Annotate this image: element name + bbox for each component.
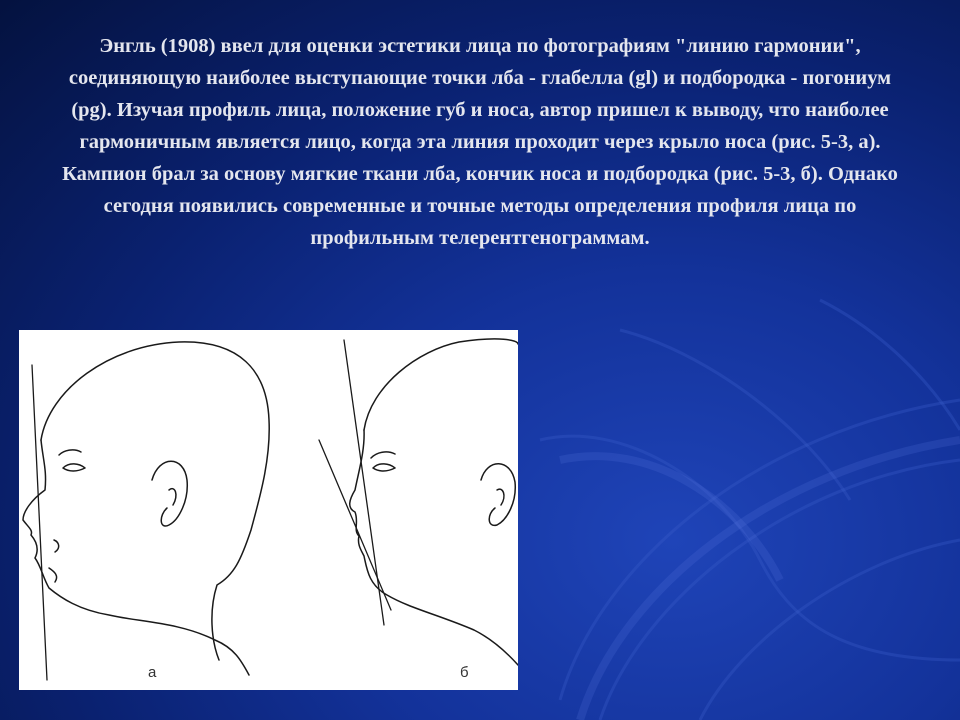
slide-body-text: Энгль (1908) ввел для оценки эстетики лица по фотографиям "линию гармонии", соединяющую наиболее выступающие точки лба - глабелла (gl) и подбородка - погониум (pg). Изучая профиль лица, положение губ и носа, автор пришел к выводу, что наиболее гармоничным является лицо, когда эта линия проходит через крыло носа (рис. 5-3, а). Кампион брал за основу мягкие ткани лба, кончик носа и подбородка (рис. 5-3, б). Однако сегодня появились современные и точные методы определения профиля лица по профильным телерентгенограммам.: [62, 35, 898, 249]
profile-drawings: [19, 330, 518, 690]
figure-label-b: б: [460, 664, 469, 681]
profile-b-drawing: [319, 339, 518, 665]
profile-a-drawing: [23, 342, 269, 680]
profile-figure: [19, 330, 518, 690]
figure-label-a: а: [148, 664, 157, 681]
